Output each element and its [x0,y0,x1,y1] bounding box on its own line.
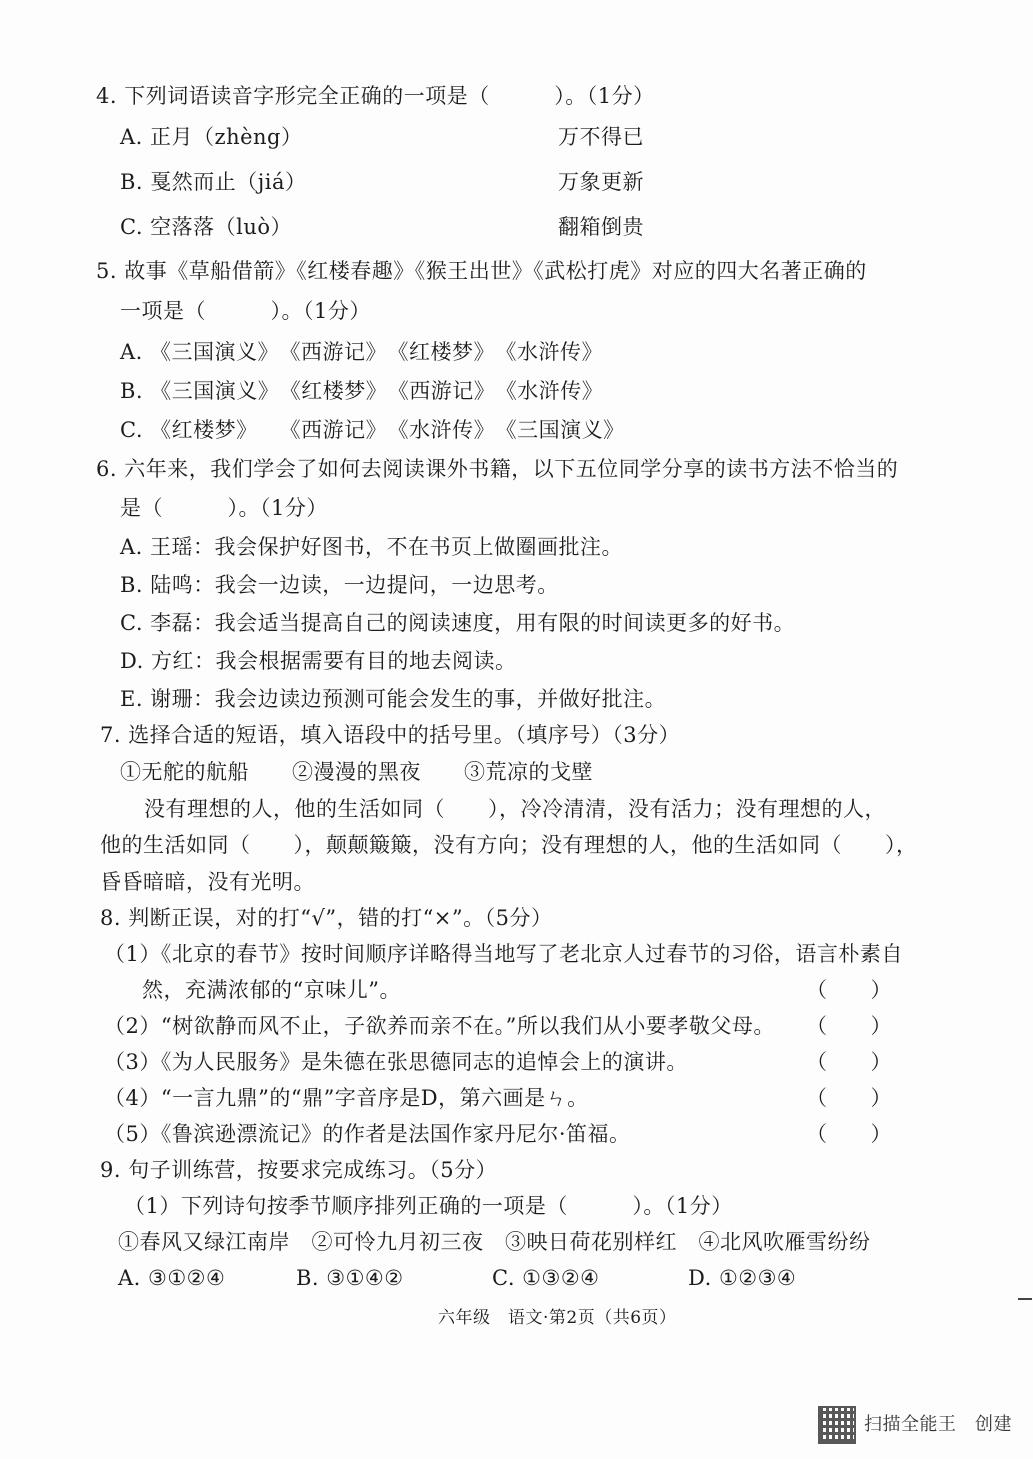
q8-stem: 8. 判断正误，对的打“√”，错的打“×”。（5分） [100,906,553,930]
q9-option-d: D. ①②③④ [688,1266,797,1290]
q6-option-d: D. 方红：我会根据需要有目的地去阅读。 [120,649,517,673]
q8-item4: （4）“一言九鼎”的“鼎”字音序是D，第六画是ㄣ。 [104,1086,589,1110]
q8-item4-blank: （ ） [806,1086,892,1110]
q4-option-c [120,213,720,241]
q8-item2: （2）“树欲静而风不止，子欲养而亲不在。”所以我们从小要孝敬父母。 [104,1014,775,1038]
q6-option-c: C. 李磊：我会适当提高自己的阅读速度，用有限的时间读更多的好书。 [120,611,796,635]
qr-code-icon [818,1406,856,1444]
q5-option-b: B. 《三国演义》 《红楼梦》 《西游记》 《水浒传》 [120,379,604,403]
q5-stem-line2: 一项是（ ）。（1分） [120,299,371,323]
q8-item5: （5）《鲁滨逊漂流记》的作者是法国作家丹尼尔·笛福。 [104,1122,631,1146]
q9-option-a: A. ③①②④ [118,1266,226,1290]
q9-stem: 9. 句子训练营，按要求完成练习。（5分） [100,1158,498,1182]
q8-item1-blank: （ ） [806,978,892,1002]
q4-option-b-right: 万象更新 [558,170,644,194]
q7-stem: 7. 选择合适的短语，填入语段中的括号里。（填序号）（3分） [100,723,681,747]
q6-option-a: A. 王瑶：我会保护好图书，不在书页上做圈画批注。 [120,535,624,559]
q5-option-c: C. 《红楼梦》 《西游记》 《水浒传》 《三国演义》 [120,418,625,442]
q6-option-b: B. 陆鸣：我会一边读，一边提问，一边思考。 [120,573,559,597]
q7-paragraph-line2: 他的生活如同（ ），颠颠簸簸，没有方向；没有理想的人，他的生活如同（ ）， [100,833,918,857]
q8-item3: （3）《为人民服务》是朱德在张思德同志的追悼会上的演讲。 [104,1050,688,1074]
page-footer: 六年级 语文·第2页（共6页） [438,1308,677,1328]
q4-option-c-left: C. 空落落（luò） [120,215,293,239]
q7-choices: ①无舵的航船 ②漫漫的黑夜 ③荒凉的戈壁 [120,760,593,784]
margin-mark [1018,1298,1032,1300]
q4-option-a-left: A. 正月（zhèng） [120,125,303,149]
q9-sub1: （1）下列诗句按季节顺序排列正确的一项是（ ）。（1分） [124,1194,733,1218]
q8-item5-blank: （ ） [806,1122,892,1146]
q7-paragraph-line3: 昏昏暗暗，没有光明。 [100,870,315,894]
q8-item2-blank: （ ） [806,1014,892,1038]
q4-stem: 4. 下列词语读音字形完全正确的一项是（ ）。（1分） [96,84,655,108]
q4-option-b-left: B. 戛然而止（jiá） [120,170,307,194]
q8-item1-line1: （1）《北京的春节》按时间顺序详略得当地写了老北京人过春节的习俗，语言朴素自 [104,942,903,966]
q8-item1-line2: 然，充满浓郁的“京味儿”。 [142,978,401,1002]
scanner-watermark: 扫描全能王 创建 [864,1414,1012,1435]
q4-option-c-right: 翻箱倒贵 [558,215,644,239]
q8-item3-blank: （ ） [806,1050,892,1074]
q5-option-a: A. 《三国演义》 《西游记》 《红楼梦》 《水浒传》 [120,340,604,364]
q9-option-c: C. ①③②④ [492,1266,600,1290]
q4-option-a-right: 万不得已 [558,125,644,149]
q7-paragraph-line1: 没有理想的人，他的生活如同（ ），冷冷清清，没有活力；没有理想的人， [144,797,886,821]
q9-option-b: B. ③①④② [296,1266,404,1290]
q5-stem-line1: 5. 故事《草船借箭》《红楼春趣》《猴王出世》《武松打虎》对应的四大名著正确的 [96,259,867,283]
q6-stem-line2: 是（ ）。（1分） [120,496,328,520]
q6-option-e: E. 谢珊：我会边读边预测可能会发生的事，并做好批注。 [120,687,667,711]
q6-stem-line1: 6. 六年来，我们学会了如何去阅读课外书籍，以下五位同学分享的读书方法不恰当的 [96,457,899,481]
q4-option-a [120,123,720,151]
q9-poem-lines: ①春风又绿江南岸 ②可怜九月初三夜 ③映日荷花别样红 ④北风吹雁雪纷纷 [118,1230,871,1254]
q4-option-b [120,168,720,196]
